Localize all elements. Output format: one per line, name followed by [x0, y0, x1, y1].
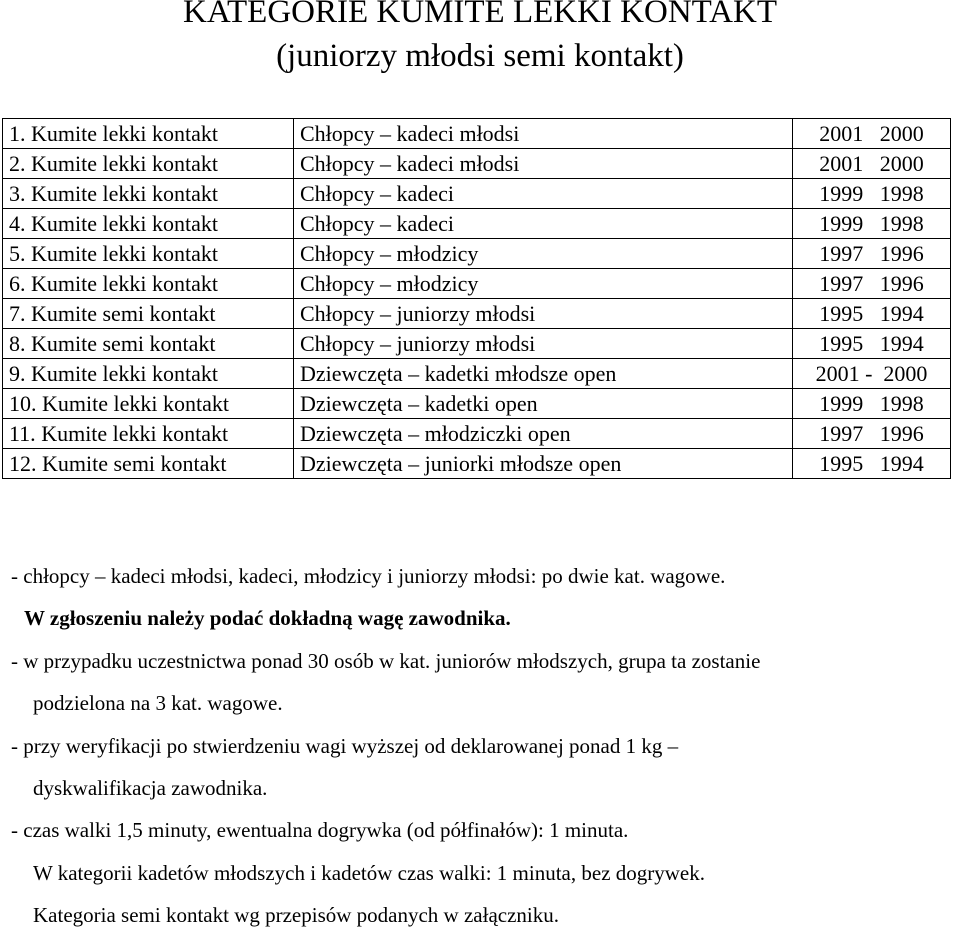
- category-years: 1995 1994: [793, 329, 951, 359]
- category-years: 1999 1998: [793, 209, 951, 239]
- category-number: 6.: [9, 270, 26, 296]
- category-type-cell: [3, 119, 294, 149]
- category-group: Chłopcy – kadeci młodsi: [294, 149, 793, 179]
- category-group: Dziewczęta – młodziczki open: [294, 419, 793, 449]
- category-group: Chłopcy – młodzicy: [294, 269, 793, 299]
- category-row: [3, 149, 951, 179]
- category-row: [3, 299, 951, 329]
- category-group: Dziewczęta – juniorki młodsze open: [294, 449, 793, 479]
- category-type: Kumite lekki kontakt: [41, 420, 229, 446]
- category-years: 1995 1994: [793, 449, 951, 479]
- category-number: 12.: [9, 450, 37, 476]
- category-years: 2001 2000: [793, 149, 951, 179]
- category-type-cell: [3, 359, 294, 389]
- category-type: Kumite semi kontakt: [42, 450, 227, 476]
- category-row: [3, 239, 951, 269]
- category-type: Kumite lekki kontakt: [31, 270, 218, 296]
- page-subtitle: (juniorzy młodsi semi kontakt): [276, 38, 684, 74]
- category-years: 1997 1996: [793, 269, 951, 299]
- category-number: 7.: [9, 300, 26, 326]
- note-fight-time: - czas walki 1,5 minuty, ewentualna dogrywka (od półfinałów): 1 minuta.: [11, 818, 629, 843]
- category-row: [3, 449, 951, 479]
- page-title: KATEGORIE KUMITE LEKKI KONTAKT: [183, 0, 777, 30]
- category-type-cell: [3, 299, 294, 329]
- category-group: Dziewczęta – kadetki open: [294, 389, 793, 419]
- category-row: [3, 419, 951, 449]
- category-number: 9.: [9, 360, 26, 386]
- note-over-30-participants: - w przypadku uczestnictwa ponad 30 osób w kat. juniorów młodszych, grupa ta zostanie: [11, 648, 761, 673]
- note-weight-required: W zgłoszeniu należy podać dokładną wagę zawodnika.: [24, 606, 511, 631]
- category-row: [3, 119, 951, 149]
- category-years: 1999 1998: [793, 389, 951, 419]
- note-weight-verification: - przy weryfikacji po stwierdzeniu wagi wyższej od deklarowanej ponad 1 kg –: [11, 733, 679, 758]
- category-type: Kumite lekki kontakt: [31, 150, 218, 176]
- category-years: 1997 1996: [793, 239, 951, 269]
- category-row: [3, 269, 951, 299]
- category-group: Chłopcy – młodzicy: [294, 239, 793, 269]
- category-group: Chłopcy – kadeci młodsi: [294, 119, 793, 149]
- category-group: Chłopcy – juniorzy młodsi: [294, 299, 793, 329]
- category-number: 2.: [9, 150, 26, 176]
- note-cadet-fight-time: W kategorii kadetów młodszych i kadetów czas walki: 1 minuta, bez dogrywek.: [33, 860, 705, 885]
- category-number: 10.: [9, 390, 37, 416]
- category-years: 1995 1994: [793, 299, 951, 329]
- category-number: 4.: [9, 210, 26, 236]
- notes-section: [11, 555, 956, 937]
- categories-table-body: [3, 119, 951, 479]
- categories-table: [2, 118, 951, 479]
- category-type-cell: [3, 419, 294, 449]
- category-row: [3, 329, 951, 359]
- category-row: [3, 179, 951, 209]
- category-type-cell: [3, 389, 294, 419]
- category-years: 2001 - 2000: [793, 359, 951, 389]
- note-semi-contact-rules: Kategoria semi kontakt wg przepisów podanych w załączniku.: [33, 903, 559, 928]
- category-number: 1.: [9, 120, 26, 146]
- category-years: 1999 1998: [793, 179, 951, 209]
- category-years: 2001 2000: [793, 119, 951, 149]
- category-number: 3.: [9, 180, 26, 206]
- category-type-cell: [3, 209, 294, 239]
- category-type: Kumite semi kontakt: [31, 300, 216, 326]
- category-number: 11.: [9, 420, 36, 446]
- category-group: Chłopcy – kadeci: [294, 179, 793, 209]
- category-type-cell: [3, 329, 294, 359]
- category-type: Kumite lekki kontakt: [31, 210, 218, 236]
- category-group: Dziewczęta – kadetki młodsze open: [294, 359, 793, 389]
- note-weight-verification-cont: dyskwalifikacja zawodnika.: [33, 775, 268, 800]
- category-row: [3, 209, 951, 239]
- note-over-30-participants-cont: podzielona na 3 kat. wagowe.: [33, 691, 283, 716]
- category-type: Kumite lekki kontakt: [31, 360, 218, 386]
- category-number: 5.: [9, 240, 26, 266]
- category-type-cell: [3, 179, 294, 209]
- category-type-cell: [3, 269, 294, 299]
- category-type: Kumite lekki kontakt: [31, 240, 218, 266]
- category-group: Chłopcy – juniorzy młodsi: [294, 329, 793, 359]
- category-type-cell: [3, 149, 294, 179]
- category-group: Chłopcy – kadeci: [294, 209, 793, 239]
- category-row: [3, 389, 951, 419]
- category-type: Kumite lekki kontakt: [42, 390, 229, 416]
- category-type: Kumite semi kontakt: [31, 330, 216, 356]
- category-number: 8.: [9, 330, 26, 356]
- category-type: Kumite lekki kontakt: [31, 120, 218, 146]
- note-weight-categories: - chłopcy – kadeci młodsi, kadeci, młodzicy i juniorzy młodsi: po dwie kat. wagowe.: [11, 564, 726, 588]
- category-type-cell: [3, 449, 294, 479]
- category-type-cell: [3, 239, 294, 269]
- category-row: [3, 359, 951, 389]
- category-type: Kumite lekki kontakt: [31, 180, 218, 206]
- category-years: 1997 1996: [793, 419, 951, 449]
